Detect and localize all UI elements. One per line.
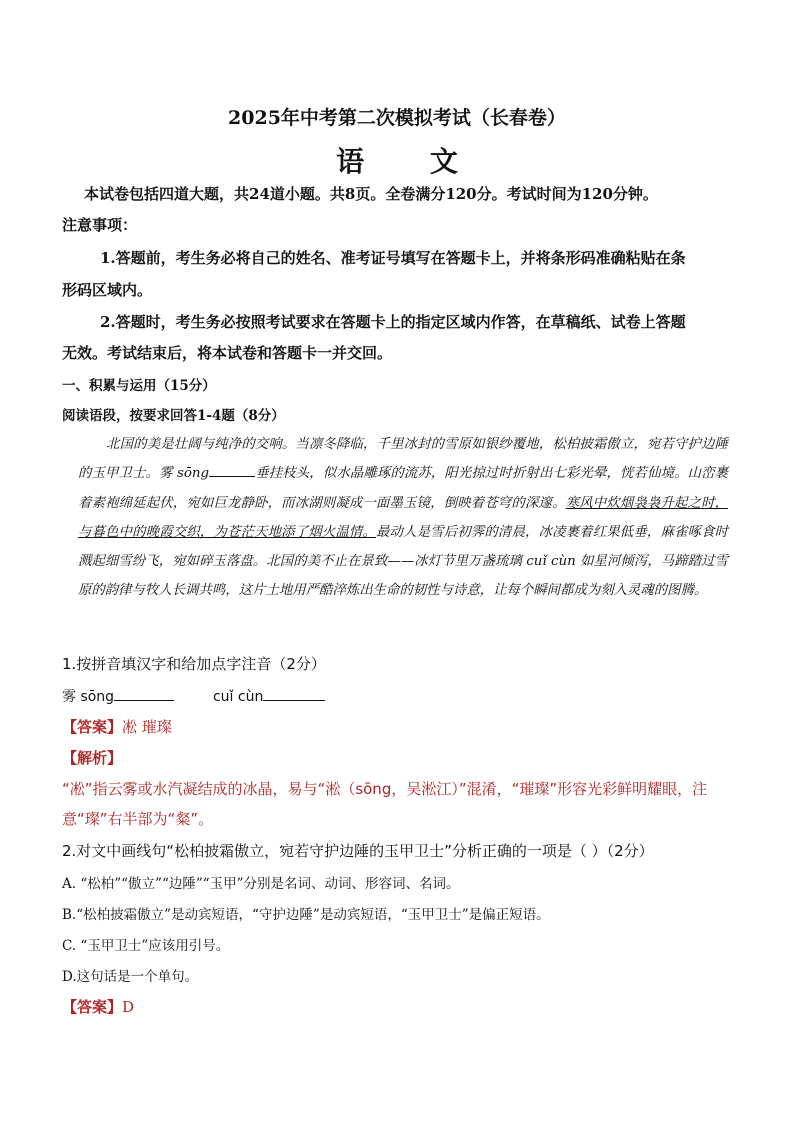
passage-pinyin-song: sōng [176, 466, 210, 482]
passage-part-5: 如星河倾泻，马蹄踏过雪原的韵律与牧人长调共鸣，这片土地用严酷淬炼出生命的韧性与诗意，让每个瞬间都成为刻入灵魂的图腾。 [78, 554, 728, 599]
q1-answer-label: 【答案】 [62, 718, 123, 736]
reading-heading: 阅读语段，按要求回答1-4题（8分） [62, 408, 285, 424]
passage-part-4: 最动人是雪后初霁的清晨，冰凌裹着红果低垂，麻雀啄食时溅起细雪纷飞，宛如碎玉落盘。北国的美不止在景致——冰灯节里万盏琉璃 [78, 524, 729, 570]
q2-answer [62, 996, 732, 1017]
q1-blank-b[interactable] [263, 688, 325, 701]
q2-option-a: A. “松柏”“傲立”“边陲”“玉甲”分别是名词、动词、形容词、名词。 [62, 876, 460, 892]
q1-fill-b: cuǐ cùn [212, 689, 264, 705]
section-1-heading: 一、积累与运用（15分） [62, 378, 216, 394]
passage-pinyin-cuican: cuǐ cùn [526, 554, 576, 570]
passage-underlined-sentence: 寒风中炊烟袅袅升起之时，与暮色中的晚霞交织，为苍茫天地添了烟火温情。 [78, 495, 729, 540]
q2-stem: 2.对文中画线句“松柏披霜傲立，宛若守护边陲的玉甲卫士”分析正确的一项是（ ）（2分） [62, 842, 654, 860]
q1-analysis-line-2: 意“璨”右半部为“粲”。 [62, 810, 214, 828]
q1-blank-a[interactable] [114, 688, 174, 701]
q2-option-c: C. “玉甲卫士”应该用引号。 [62, 938, 230, 954]
q1-answer-text: 凇 璀璨 [122, 718, 172, 736]
q2-option-d: D.这句话是一个单句。 [62, 969, 199, 985]
q2-answer-label: 【答案】 [62, 998, 123, 1016]
q1-analysis-label: 【解析】 [62, 749, 123, 767]
q1-analysis-line-1: “凇”指云雾或水汽凝结成的冰晶，易与“淞（sōng，吴淞江）”混淆，“璀璨”形容光彩鲜明耀眼，注 [62, 780, 708, 798]
reading-passage [78, 430, 728, 606]
note-1-line-1: 1.答题前，考生务必将自己的姓名、准考证号填写在答题卡上，并将条形码准确粘贴在条 [100, 249, 686, 267]
notes-heading: 注意事项： [62, 216, 138, 234]
passage-part-1: 北国的美是壮阔与纯净的交响。当凛冬降临，千里冰封的雪原如银纱覆地，松柏披霜傲立，宛若守护边陲的玉甲卫士。雾 [78, 437, 728, 482]
q1-stem: 1.按拼音填汉字和给加点字注音（2分） [62, 655, 326, 673]
note-2-line-2: 无效。考试结束后，将本试卷和答题卡一并交回。 [62, 344, 393, 362]
q1-fill-a: 雾 sōng [62, 689, 115, 705]
q1-fill-line [62, 686, 732, 706]
q2-option-b: B.“松柏披霜傲立”是动宾短语，“守护边陲”是动宾短语，“玉甲卫士”是偏正短语。 [62, 907, 550, 923]
note-2-line-1: 2.答题时，考生务必按照考试要求在答题卡上的指定区域内作答，在草稿纸、试卷上答题 [100, 313, 686, 331]
note-1-line-2: 形码区域内。 [62, 281, 153, 299]
subject-title: 语 文 [336, 145, 486, 178]
exam-title: 2025年中考第二次模拟考试（长春卷） [228, 107, 566, 129]
exam-intro: 本试卷包括四道大题，共24道小题。共8页。全卷满分120分。考试时间为120分钟。 [84, 185, 658, 203]
passage-part-2: 垂挂枝头，似水晶雕琢的流苏，阳光掠过时折射出七彩光晕，恍若仙境。山峦裹着素袍绵延起伏，宛如巨龙静卧，而冰湖则凝成一面墨玉镜，倒映着苍穹的深邃。 [78, 466, 729, 511]
passage-blank-1 [209, 464, 255, 477]
q1-answer [62, 716, 732, 737]
q2-answer-text: D [122, 998, 135, 1016]
